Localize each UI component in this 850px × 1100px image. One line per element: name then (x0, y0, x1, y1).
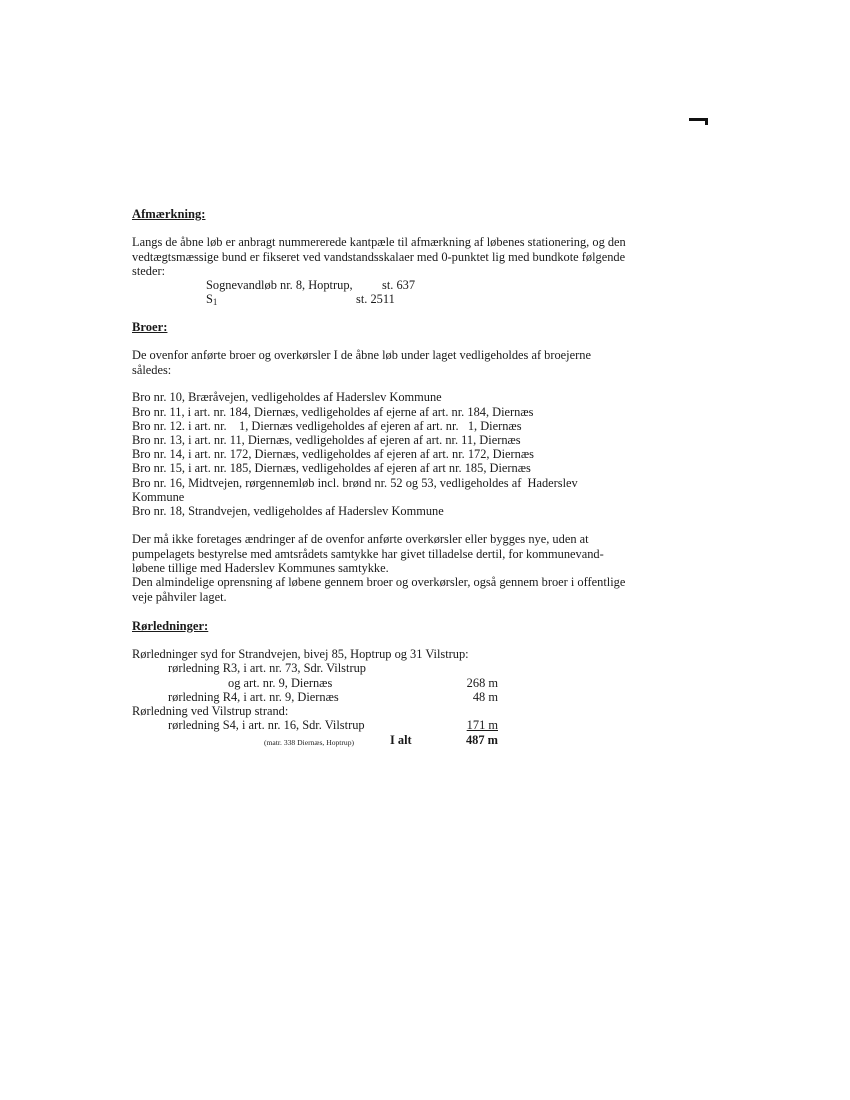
bridges-intro: De ovenfor anførte broer og overkørsler I de åbne løb under laget vedligeholdes af broejerne således: (132, 348, 591, 377)
pipe-s4: rørledning S4, i art. nr. 16, Sdr. Vilstrup (168, 718, 365, 732)
pipe-s4-length: 171 m (466, 718, 498, 732)
bridge-item: Bro nr. 13, i art. nr. 11, Diernæs, vedligeholdes af ejeren af art. nr. 11, Diernæs (132, 433, 521, 447)
bridge-item: Bro nr. 16, Midtvejen, rørgennemløb incl. brønd nr. 52 og 53, vedligeholdes af Haderslev (132, 476, 578, 490)
marking-row-1-station: st. 637 (382, 278, 416, 292)
pipe-r4-length: 48 m (472, 690, 498, 704)
marking-text: Langs de åbne løb er anbragt nummererede kantpæle til afmærkning af løbenes stationering, og den vedtægtsmæssige bund er fikseret ved vandstandsskalaer med 0-punktet lig med bundkote følgende steder: (132, 235, 626, 279)
pipe-r4: rørledning R4, i art. nr. 9, Diernæs (168, 690, 339, 704)
marking-row-1-label: Sognevandløb nr. 8, Hoptrup, (206, 278, 353, 292)
pipes-total-label: I alt (390, 733, 412, 747)
pipes-strand-heading: Rørledning ved Vilstrup strand: (132, 704, 289, 718)
bridges-heading: Broer: (132, 320, 168, 334)
bridge-item: Bro nr. 18, Strandvejen, vedligeholdes af Haderslev Kommune (132, 504, 444, 518)
bridge-item: Bro nr. 14, i art. nr. 172, Diernæs, vedligeholdes af ejeren af art. nr. 172, Diernæs (132, 447, 534, 461)
corner-mark-icon (689, 117, 708, 125)
bridges-paragraph-cleaning: Den almindelige oprensning af løbene gennem broer og overkørsler, også gennem broer i offentlige veje påhviler laget. (132, 575, 626, 604)
bridge-item: Bro nr. 11, i art. nr. 184, Diernæs, vedligeholdes af ejerne af art. nr. 184, Diernæs (132, 405, 534, 419)
pipe-r3-length: 268 m (466, 676, 498, 690)
marking-heading: Afmærkning: (132, 207, 206, 221)
bridge-item: Kommune (132, 490, 185, 504)
bridges-paragraph-changes: Der må ikke foretages ændringer af de ovenfor anførte overkørsler eller bygges nye, uden at pumpelagets bestyrelse med amtsrådets samtykke har givet tilladelse dertil, for kommunevand-løbene tillige med Haderslev Kommunes samtykke. (132, 532, 604, 576)
bridge-item: Bro nr. 10, Bræråvejen, vedligeholdes af Haderslev Kommune (132, 390, 442, 404)
marking-row-2-station: st. 2511 (356, 292, 395, 306)
pipe-r3-line-1: rørledning R3, i art. nr. 73, Sdr. Vilstrup (168, 661, 366, 675)
pipe-r3-line-2: og art. nr. 9, Diernæs (228, 676, 333, 690)
pipes-total-length: 487 m (465, 733, 498, 747)
bridge-item: Bro nr. 12. i art. nr. 1, Diernæs vedligeholdes af ejeren af art. nr. 1, Diernæs (132, 419, 522, 433)
bridge-item: Bro nr. 15, i art. nr. 185, Diernæs, vedligeholdes af ejeren af art nr. 185, Diernæs (132, 461, 531, 475)
pipes-intro: Rørledninger syd for Strandvejen, bivej 85, Hoptrup og 31 Vilstrup: (132, 647, 469, 661)
pipes-heading: Rørledninger: (132, 619, 209, 633)
marking-row-2-label: $S_1$ (206, 292, 218, 308)
pipes-note: (matr. 338 Diernæs, Hoptrup) (264, 738, 355, 747)
